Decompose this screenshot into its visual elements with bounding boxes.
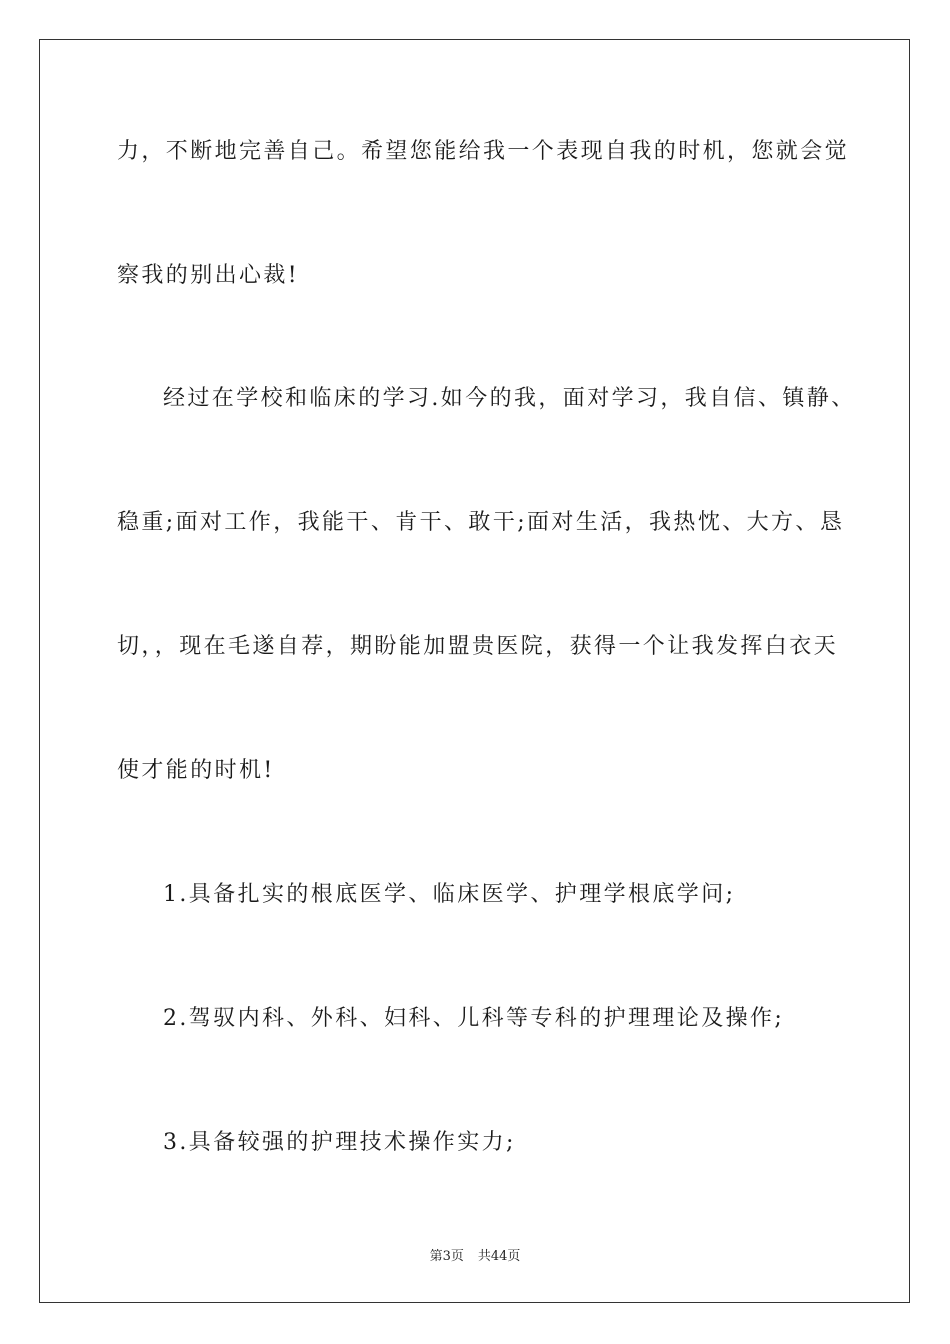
paragraph-line-6: 使才能的时机! xyxy=(117,758,275,783)
paragraph-line-4: 稳重;面对工作，我能干、肯干、敢干;面对生活，我热忱、大方、恳 xyxy=(117,510,845,535)
paragraph-line-5: 切，，现在毛遂自荐，期盼能加盟贵医院，获得一个让我发挥白衣天 xyxy=(117,634,839,659)
page-number: 第3页 xyxy=(429,1249,464,1264)
list-item-1: 1.具备扎实的根底医学、临床医学、护理学根底学问; xyxy=(163,882,736,907)
paragraph-line-2: 察我的别出心裁! xyxy=(117,263,300,288)
paragraph-line-1: 力，不断地完善自己。希望您能给我一个表现自我的时机，您就会觉 xyxy=(117,139,850,164)
page-footer xyxy=(0,1248,950,1266)
page-border xyxy=(39,39,910,1303)
paragraph-line-3: 经过在学校和临床的学习.如今的我，面对学习，我自信、镇静、 xyxy=(163,386,856,411)
list-item-3: 3.具备较强的护理技术操作实力; xyxy=(163,1130,516,1155)
list-item-2: 2.驾驭内科、外科、妇科、儿科等专科的护理理论及操作; xyxy=(163,1006,785,1031)
page-total: 共44页 xyxy=(477,1249,521,1264)
